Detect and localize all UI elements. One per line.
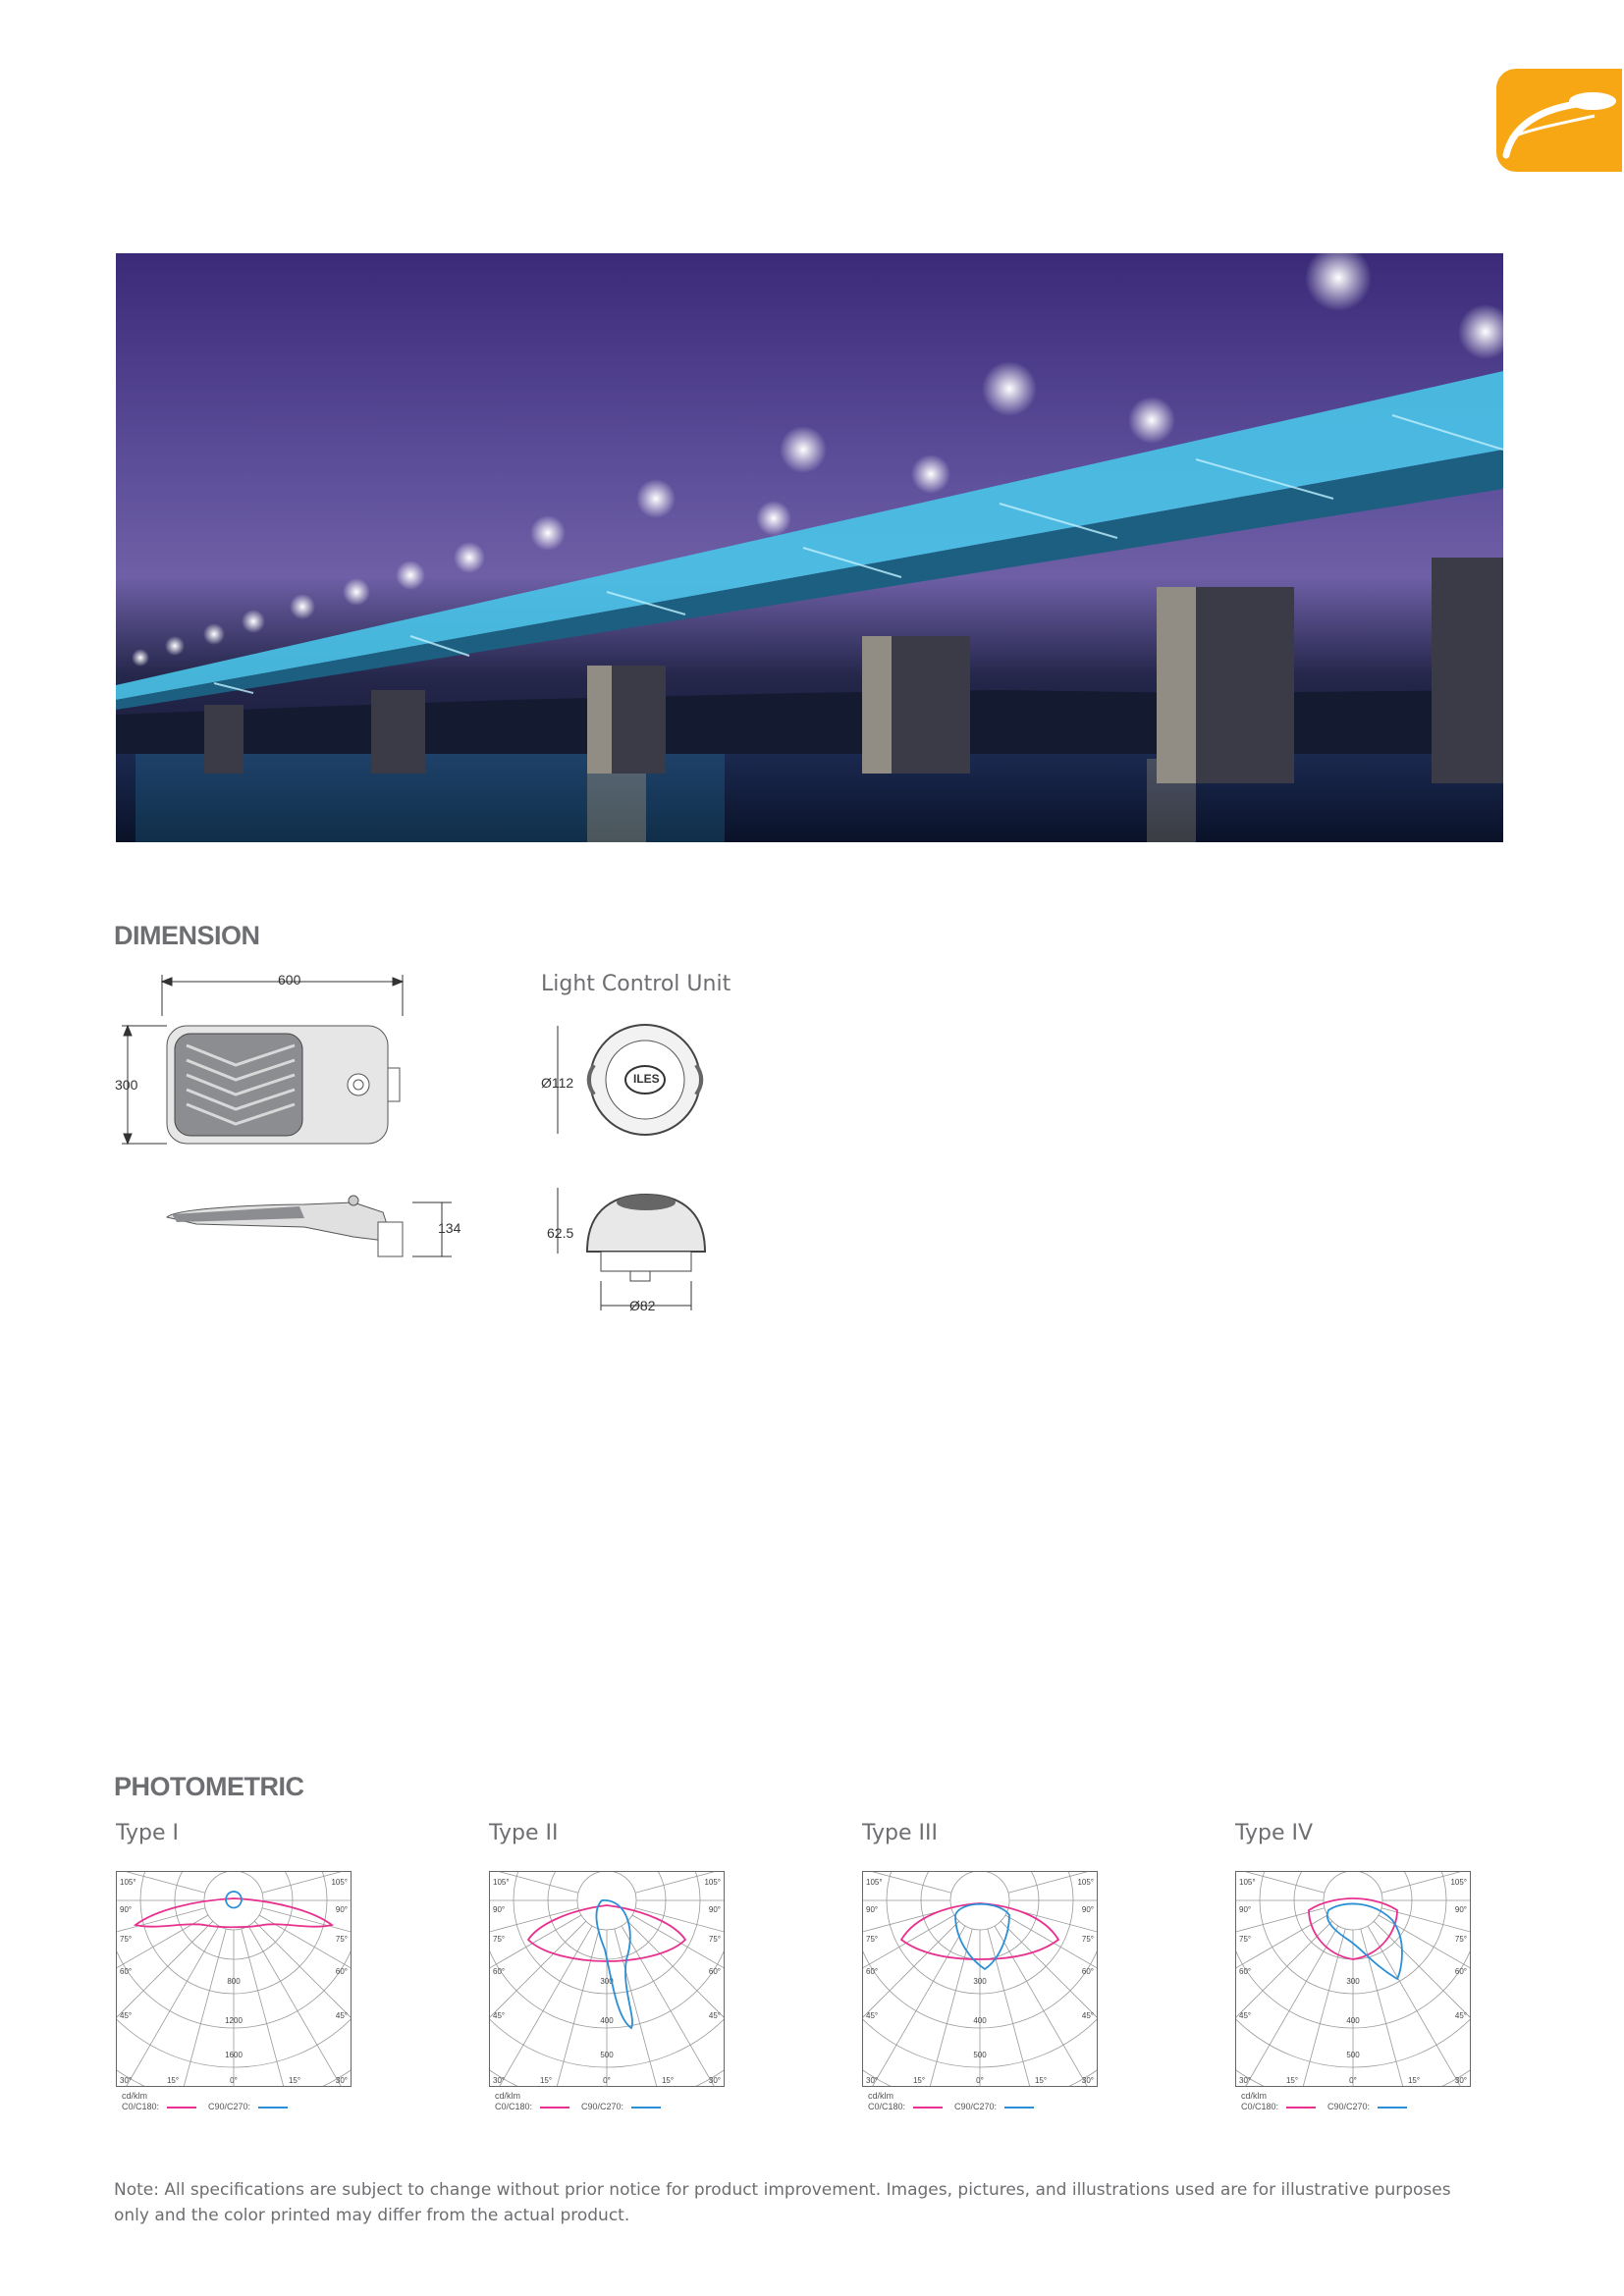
fixture-side-view (157, 1183, 471, 1261)
polar-ring-label: 400 (973, 2016, 987, 2025)
legend-c90-swatch (1378, 2107, 1407, 2109)
polar-angle-label: 30° (493, 2076, 506, 2085)
polar-angle-label: 60° (708, 1967, 721, 1976)
polar-angle-label: 30° (866, 2076, 879, 2085)
lcu-side-view (550, 1183, 717, 1310)
lcu-brand-mark: ILES (633, 1072, 660, 1086)
polar-angle-label: 105° (1450, 1878, 1467, 1887)
polar-angle-label: 105° (704, 1878, 721, 1887)
polar-ring-label: 300 (973, 1977, 987, 1986)
polar-legend (495, 2091, 673, 2112)
polar-angle-label: 60° (493, 1967, 506, 1976)
polar-angle-label: 90° (866, 1905, 879, 1914)
dim-lcu-height: 62.5 (547, 1225, 574, 1241)
dimension-title: DIMENSION (114, 921, 260, 950)
polar-angle-label: 90° (1081, 1905, 1094, 1914)
polar-angle-label: 60° (1239, 1967, 1252, 1976)
polar-angle-label: 105° (866, 1878, 883, 1887)
bridge-illustration (116, 253, 1503, 842)
legend-c0-swatch (540, 2107, 569, 2109)
polar-angle-label: 45° (866, 2011, 879, 2020)
legend-c0-label: C0/C180: (122, 2102, 160, 2111)
polar-angle-label: 0° (603, 2076, 611, 2085)
polar-legend (122, 2091, 299, 2112)
polar-ring-label: 500 (600, 2051, 614, 2059)
polar-ring-label: 500 (973, 2051, 987, 2059)
dim-lcu-diameter: Ø112 (541, 1075, 574, 1091)
polar-angle-label: 90° (120, 1905, 133, 1914)
polar-angle-label: 30° (335, 2076, 348, 2085)
polar-angle-label: 0° (230, 2076, 238, 2085)
polar-angle-label: 15° (661, 2076, 675, 2085)
polar-angle-label: 15° (912, 2076, 926, 2085)
polar-angle-label: 15° (288, 2076, 301, 2085)
polar-ring-label: 1200 (225, 2016, 243, 2025)
polar-angle-label: 75° (493, 1935, 506, 1944)
polar-diagram (116, 1871, 352, 2087)
dim-lcu-base: Ø82 (629, 1298, 656, 1313)
polar-diagram (1235, 1871, 1471, 2087)
polar-angle-label: 60° (335, 1967, 348, 1976)
legend-c90-swatch (258, 2107, 288, 2109)
polar-angle-label: 45° (708, 2011, 721, 2020)
polar-angle-label: 60° (1081, 1967, 1094, 1976)
polar-ring-label: 300 (1346, 1977, 1360, 1986)
polar-ring-label: 1600 (225, 2051, 243, 2059)
legend-unit: cd/klm (1241, 2091, 1268, 2101)
polar-angle-label: 105° (331, 1878, 348, 1887)
disclaimer-note: Note: All specifications are subject to change without prior notice for product improvement. Images, pictures, and illustrations used are for illustrative purposes only and the color printed may differ from the actual product. (114, 2180, 1451, 2225)
legend-c0-label: C0/C180: (495, 2102, 533, 2111)
polar-angle-label: 15° (1034, 2076, 1048, 2085)
dim-side-height: 134 (438, 1220, 461, 1236)
photometric-chart-title: Type III (862, 1821, 938, 1845)
polar-angle-label: 75° (1081, 1935, 1094, 1944)
legend-c90-label: C90/C270: (1327, 2102, 1371, 2111)
polar-ring-label: 400 (1346, 2016, 1360, 2025)
photometric-title: PHOTOMETRIC (114, 1772, 304, 1801)
polar-angle-label: 90° (708, 1905, 721, 1914)
hero-image (116, 253, 1503, 842)
polar-angle-label: 15° (1407, 2076, 1421, 2085)
legend-c90-label: C90/C270: (581, 2102, 624, 2111)
polar-angle-label: 0° (976, 2076, 984, 2085)
polar-angle-label: 60° (866, 1967, 879, 1976)
photometric-chart-title: Type II (489, 1821, 559, 1845)
polar-angle-label: 75° (120, 1935, 133, 1944)
dim-width: 600 (278, 972, 301, 988)
polar-angle-label: 75° (708, 1935, 721, 1944)
legend-unit: cd/klm (122, 2091, 148, 2101)
polar-angle-label: 15° (1285, 2076, 1299, 2085)
polar-ring-label: 300 (600, 1977, 614, 1986)
photometric-chart-title: Type I (116, 1821, 180, 1845)
legend-c90-swatch (1004, 2107, 1034, 2109)
polar-angle-label: 45° (335, 2011, 348, 2020)
polar-angle-label: 75° (335, 1935, 348, 1944)
polar-angle-label: 15° (166, 2076, 180, 2085)
polar-angle-label: 45° (1239, 2011, 1252, 2020)
polar-angle-label: 45° (1081, 2011, 1094, 2020)
legend-c0-swatch (167, 2107, 196, 2109)
polar-legend (868, 2091, 1046, 2112)
legend-unit: cd/klm (868, 2091, 894, 2101)
polar-angle-label: 60° (120, 1967, 133, 1976)
polar-angle-label: 60° (1454, 1967, 1467, 1976)
legend-c0-label: C0/C180: (1241, 2102, 1279, 2111)
polar-angle-label: 105° (1077, 1878, 1094, 1887)
polar-angle-label: 90° (335, 1905, 348, 1914)
polar-angle-label: 90° (1239, 1905, 1252, 1914)
polar-angle-label: 90° (493, 1905, 506, 1914)
polar-angle-label: 105° (120, 1878, 136, 1887)
polar-diagram (862, 1871, 1098, 2087)
polar-ring-label: 500 (1346, 2051, 1360, 2059)
polar-angle-label: 90° (1454, 1905, 1467, 1914)
polar-diagram (489, 1871, 725, 2087)
legend-c0-swatch (1286, 2107, 1316, 2109)
polar-ring-label: 800 (227, 1977, 241, 1986)
light-control-unit-label: Light Control Unit (541, 972, 731, 996)
polar-angle-label: 0° (1349, 2076, 1357, 2085)
legend-c90-label: C90/C270: (208, 2102, 251, 2111)
legend-unit: cd/klm (495, 2091, 521, 2101)
polar-angle-label: 45° (1454, 2011, 1467, 2020)
legend-c0-label: C0/C180: (868, 2102, 906, 2111)
polar-angle-label: 75° (866, 1935, 879, 1944)
polar-angle-label: 30° (1081, 2076, 1094, 2085)
polar-angle-label: 75° (1239, 1935, 1252, 1944)
polar-legend (1241, 2091, 1419, 2112)
polar-ring-label: 400 (600, 2016, 614, 2025)
polar-angle-label: 30° (708, 2076, 721, 2085)
polar-angle-label: 45° (120, 2011, 133, 2020)
polar-angle-label: 105° (1239, 1878, 1256, 1887)
polar-angle-label: 75° (1454, 1935, 1467, 1944)
polar-angle-label: 30° (120, 2076, 133, 2085)
dim-height: 300 (115, 1077, 138, 1093)
legend-c0-swatch (913, 2107, 943, 2109)
polar-angle-label: 15° (539, 2076, 553, 2085)
polar-angle-label: 105° (493, 1878, 510, 1887)
legend-c90-swatch (631, 2107, 661, 2109)
legend-c90-label: C90/C270: (954, 2102, 998, 2111)
fixture-top-view (108, 967, 422, 1153)
polar-angle-label: 45° (493, 2011, 506, 2020)
lamp-logo-icon (1496, 69, 1622, 172)
photometric-chart-title: Type IV (1235, 1821, 1314, 1845)
polar-angle-label: 30° (1239, 2076, 1252, 2085)
polar-angle-label: 30° (1454, 2076, 1467, 2085)
brand-logo (1496, 69, 1622, 172)
